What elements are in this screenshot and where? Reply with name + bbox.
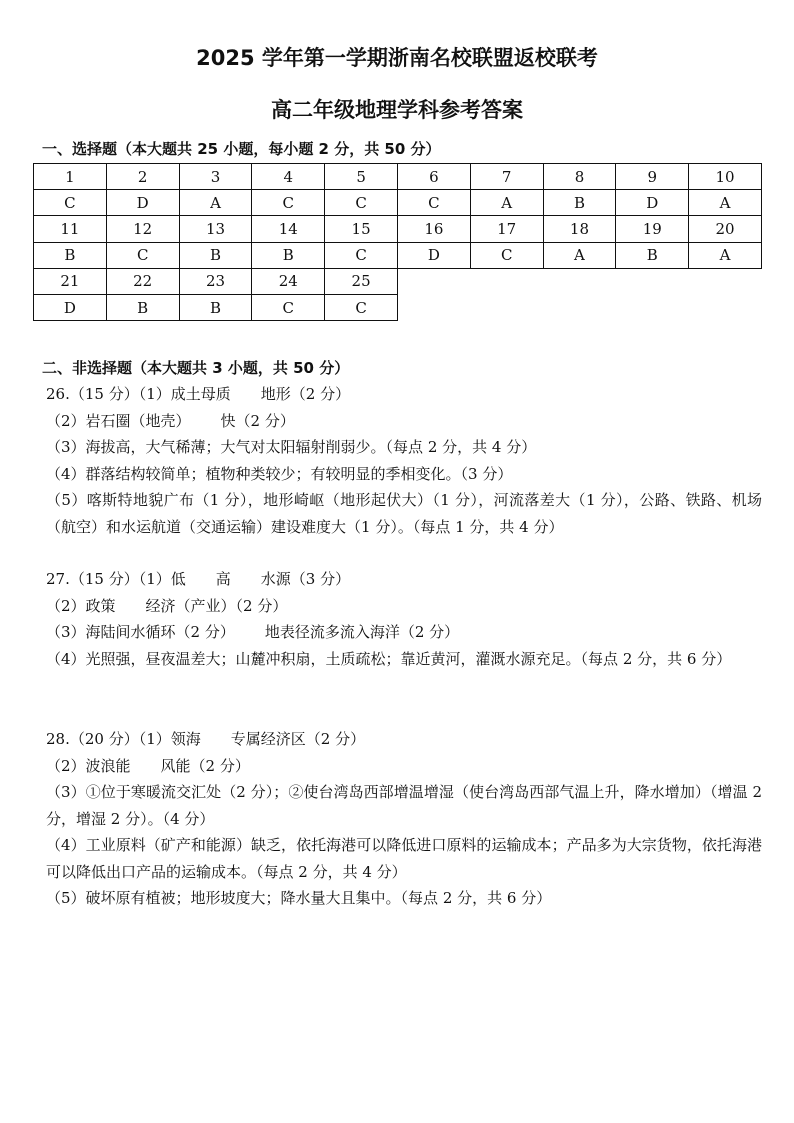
answer-cell: B [179,294,252,320]
section-1-heading: 一、选择题（本大题共 25 小题，每小题 2 分，共 50 分） [42,140,441,158]
answer-cell: D [106,190,179,216]
q28-part4: （4）工业原料（矿产和能源）缺乏，依托海港可以降低进口原料的运输成本；产品多为大宗货物，依托海港可以降低出口产品的运输成本。（每点 2 分，共 4 分） [46,836,762,881]
question-number-cell: 4 [252,164,325,190]
empty-cell [616,294,689,320]
q28-part1-answer-b: 专属经济区（2 分） [230,730,366,748]
question-number-cell: 23 [179,268,252,294]
q27-part3-answer-a: （3）海陆间水循环（2 分） [46,623,235,641]
question-number-cell: 5 [325,164,398,190]
answer-cell: C [470,242,543,268]
empty-cell [470,268,543,294]
question-number-cell: 15 [325,216,398,242]
question-number-cell: 13 [179,216,252,242]
answer-cell: D [397,242,470,268]
answer-cell: A [689,190,762,216]
empty-cell [689,268,762,294]
question-number-cell: 16 [397,216,470,242]
document-title: 2025 学年第一学期浙南名校联盟返校联考 [196,46,598,70]
q28-part5: （5）破坏原有植被；地形坡度大；降水量大且集中。（每点 2 分，共 6 分） [46,889,552,907]
answer-cell: A [543,242,616,268]
q27-part1 [46,566,766,593]
question-number-cell: 22 [106,268,179,294]
question-number-cell: 20 [689,216,762,242]
question-number-cell: 14 [252,216,325,242]
question-number-cell: 25 [325,268,398,294]
empty-cell [470,294,543,320]
answer-cell: B [34,242,107,268]
q26-part2-answer-a: （2）岩石圈（地壳） [46,411,191,430]
question-number-row [34,216,762,242]
q27-part3-answer-b: 地表径流多流入海洋（2 分） [264,623,460,641]
q26-part1-answer-a: 26.（15 分）（1）成土母质 [46,385,231,403]
question-number-cell: 8 [543,164,616,190]
question-number-cell: 10 [689,164,762,190]
q28-part1 [46,726,766,753]
q27-part3 [46,619,766,646]
question-number-cell: 7 [470,164,543,190]
answer-cell: B [543,190,616,216]
q28-part3: （3）①位于寒暖流交汇处（2 分）；②使台湾岛西部增温增湿（使台湾岛西部气温上升，降水增加）（增温 2 分，增湿 2 分）。（4 分） [46,783,762,828]
q26-part1 [46,381,766,408]
q28-part1-answer-a: 28.（20 分）（1）领海 [46,730,201,748]
q27-part2-answer-b: 经济（产业）（2 分） [145,596,288,615]
question-number-row [34,164,762,190]
empty-cell [616,268,689,294]
q27-part1-answer-a: 27.（15 分）（1）低 [46,570,186,588]
document-subtitle: 高二年级地理学科参考答案 [271,98,523,122]
answer-cell: C [397,190,470,216]
question-number-cell: 12 [106,216,179,242]
q26-part2 [46,408,766,435]
q28-part2 [46,753,766,780]
empty-cell [543,268,616,294]
answer-table [33,163,762,321]
empty-cell [543,294,616,320]
answer-cell: B [616,242,689,268]
q27-part1-answer-c: 水源（3 分） [260,570,351,588]
answer-cell: C [325,190,398,216]
answer-cell: C [106,242,179,268]
answer-cell: D [616,190,689,216]
empty-cell [689,294,762,320]
answer-row [34,294,762,320]
q26-part1-answer-b: 地形（2 分） [260,385,351,403]
q26-part4: （4）群落结构较简单；植物种类较少；有较明显的季相变化。（3 分） [46,464,513,483]
question-number-cell: 6 [397,164,470,190]
question-number-cell: 24 [252,268,325,294]
answer-cell: B [106,294,179,320]
q26-part5: （5）喀斯特地貌广布（1 分），地形崎岖（地形起伏大）（1 分），河流落差大（1 分），公路、铁路、机场（航空）和水运航道（交通运输）建设难度大（1 分）。（每点 1 分，共 4 分） [46,491,762,536]
q27-part4: （4）光照强，昼夜温差大；山麓冲积扇，土质疏松；靠近黄河，灌溉水源充足。（每点 2 分，共 6 分） [46,649,732,668]
answer-cell: B [252,242,325,268]
question-number-cell: 3 [179,164,252,190]
q28-part2-answer-a: （2）波浪能 [46,756,131,775]
q27-part2-answer-a: （2）政策 [46,596,116,615]
answer-cell: A [470,190,543,216]
question-number-row [34,268,762,294]
q26-part2-answer-b: 快（2 分） [220,411,295,430]
section-2-heading: 二、非选择题（本大题共 3 小题，共 50 分） [42,359,350,377]
question-number-cell: 9 [616,164,689,190]
empty-cell [397,268,470,294]
answer-cell: C [252,294,325,320]
q26-part3: （3）海拔高，大气稀薄；大气对太阳辐射削弱少。（每点 2 分，共 4 分） [46,438,537,456]
question-number-cell: 17 [470,216,543,242]
answer-row [34,190,762,216]
question-number-cell: 18 [543,216,616,242]
question-number-cell: 11 [34,216,107,242]
question-number-cell: 21 [34,268,107,294]
answer-cell: C [252,190,325,216]
question-number-cell: 2 [106,164,179,190]
q27-part1-answer-b: 高 [215,570,231,588]
answer-cell: D [34,294,107,320]
q27-part2 [46,593,766,620]
q28-part2-answer-b: 风能（2 分） [160,756,250,775]
answer-cell: C [325,294,398,320]
answer-row [34,242,762,268]
answer-cell: B [179,242,252,268]
empty-cell [397,294,470,320]
question-number-cell: 19 [616,216,689,242]
answer-cell: A [179,190,252,216]
answer-cell: C [34,190,107,216]
answer-cell: C [325,242,398,268]
answer-cell: A [689,242,762,268]
question-number-cell: 1 [34,164,107,190]
